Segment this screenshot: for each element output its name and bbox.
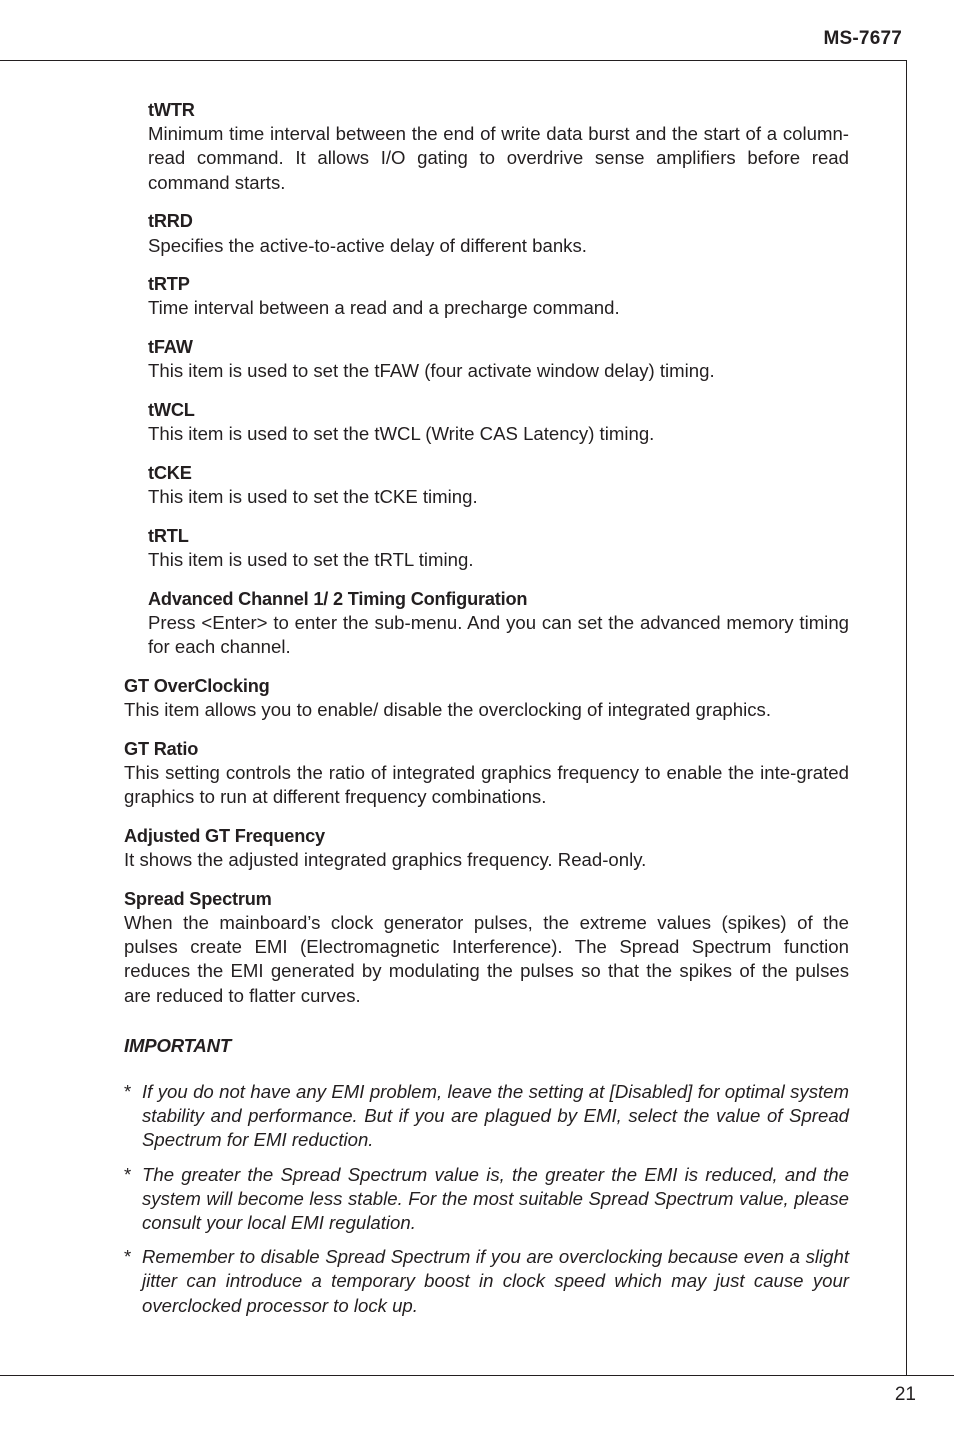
sub-item-tfaw: [148, 335, 849, 383]
item-spread-spectrum: [124, 887, 849, 1008]
item-heading: Advanced Channel 1/ 2 Timing Configuration: [148, 588, 528, 609]
item-description: This item is used to set the tFAW (four activate window delay) timing.: [148, 360, 715, 382]
sub-item-tcke: [148, 461, 849, 509]
item-heading: tRTP: [148, 274, 190, 295]
item-heading: tRRD: [148, 211, 193, 232]
important-note: [124, 1080, 849, 1153]
bottom-rule: [0, 1375, 954, 1376]
item-description: Specifies the active-to-active delay of different banks.: [148, 234, 587, 256]
note-text: Remember to disable Spread Spectrum if you are overclocking because even a slight jitter can introduce a temporary boost in clock speed which may just cause your overclocked processor to lock up.: [142, 1246, 849, 1316]
note-text: The greater the Spread Spectrum value is, the greater the EMI is reduced, and the system will become less stable. For the most suitable Spread Spectrum value, please consult your local EMI regulation.: [142, 1163, 849, 1234]
item-heading: tWCL: [148, 400, 195, 421]
important-title: IMPORTANT: [124, 1034, 232, 1056]
bullet-asterisk: *: [124, 1081, 132, 1102]
bullet-asterisk: *: [124, 1246, 132, 1268]
note-text: If you do not have any EMI problem, leave the setting at [Disabled] for optimal system stability and performance. But if you are plagued by EMI, select the value of Spread Spectrum for EMI reduction.: [142, 1081, 849, 1151]
page-content: [124, 98, 849, 1328]
item-description: This item is used to set the tRTL timing.: [148, 549, 474, 571]
item-gt-ratio: [124, 737, 849, 810]
item-description: When the mainboard’s clock generator pulses, the extreme values (spikes) of the pulses create EMI (Electromagnetic Interference). The Spread Spectrum function reduces the EMI generated by modulating the pulses so that the spikes of the pulses are reduced to flatter curves.: [124, 911, 849, 1006]
item-description: Minimum time interval between the end of write data burst and the start of a column-read command. It allows I/O gating to overdrive sense amplifiers before read command starts.: [148, 123, 849, 193]
sub-item-trtl: [148, 524, 849, 572]
item-description: Press <Enter> to enter the sub-menu. And you can set the advanced memory timing for each channel.: [148, 611, 849, 658]
item-heading: Adjusted GT Frequency: [124, 825, 325, 846]
sub-item-twcl: [148, 398, 849, 446]
important-section: [124, 1034, 849, 1318]
item-description: This item is used to set the tCKE timing.: [148, 486, 478, 508]
item-heading: tFAW: [148, 337, 193, 358]
item-heading: tCKE: [148, 462, 192, 483]
important-note: [124, 1163, 849, 1236]
sub-item-advanced-channel-timing: [148, 587, 849, 660]
item-adjusted-gt-frequency: [124, 824, 849, 872]
top-rule: [0, 60, 907, 61]
item-heading: GT OverClocking: [124, 675, 270, 696]
sub-item-trrd: [148, 209, 849, 257]
item-heading: Spread Spectrum: [124, 888, 272, 909]
item-gt-overclocking: [124, 674, 849, 722]
bullet-asterisk: *: [124, 1163, 132, 1185]
item-description: It shows the adjusted integrated graphics frequency. Read-only.: [124, 849, 647, 871]
item-heading: tWTR: [148, 100, 195, 120]
sub-item-twtr: [148, 98, 849, 195]
item-heading: tRTL: [148, 525, 189, 546]
important-note: [124, 1245, 849, 1318]
model-label: MS-7677: [823, 28, 902, 49]
item-description: This item is used to set the tWCL (Write CAS Latency) timing.: [148, 423, 655, 445]
right-rule: [906, 60, 907, 1376]
item-description: This item allows you to enable/ disable the overclocking of integrated graphics.: [124, 699, 772, 721]
item-description: Time interval between a read and a precharge command.: [148, 297, 620, 319]
page-number: 21: [894, 1384, 916, 1405]
item-description: This setting controls the ratio of integrated graphics frequency to enable the inte-grated graphics to run at different frequency combinations.: [124, 761, 849, 808]
item-heading: GT Ratio: [124, 738, 199, 759]
sub-item-trtp: [148, 272, 849, 320]
